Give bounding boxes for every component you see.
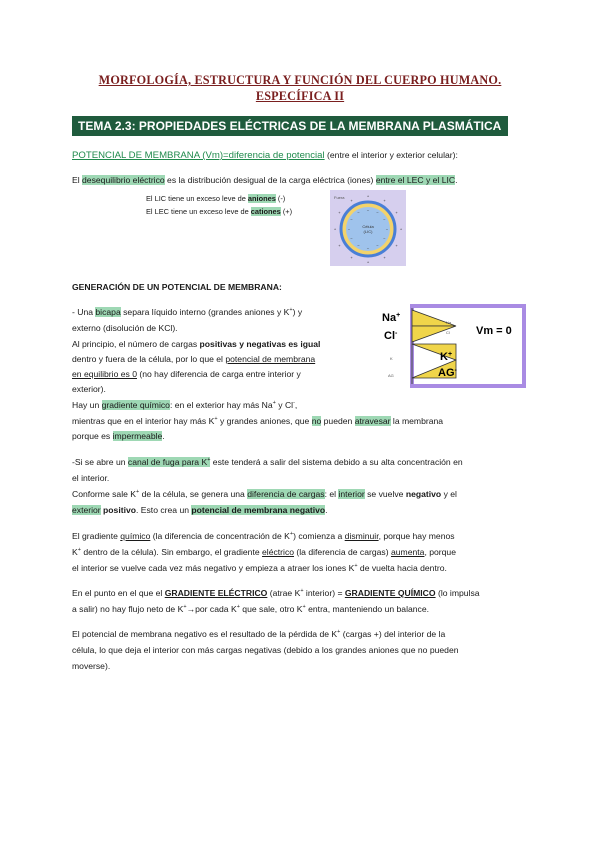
label-ag: AG- (438, 367, 457, 379)
bicapa-line-9 (72, 430, 165, 443)
text-span: ) y (292, 307, 303, 317)
section-title: TEMA 2.3: PROPIEDADES ELÉCTRICAS DE LA MEMBRANA PLASMÁTICA (72, 116, 508, 136)
highlight-lec-lic: entre el LEC y el LIC (375, 175, 456, 185)
negative-charge: − (376, 242, 379, 248)
positive-charge: + (366, 259, 370, 265)
superscript: + (289, 307, 293, 314)
text-span: El potencial de membrana negativo es el resultado de la pérdida de K (72, 629, 338, 639)
negative-charge: − (350, 217, 353, 222)
text-span: El (72, 175, 83, 185)
text-span: pueden (321, 416, 355, 426)
negative-charge: − (350, 236, 353, 241)
underline-span: disminuir (344, 531, 379, 541)
positive-charge: + (395, 243, 398, 248)
underline-span: químico (120, 531, 151, 541)
text-span: : el (324, 489, 339, 499)
text-span: ) comienza a (293, 531, 345, 541)
text-span: -Si se abre un (72, 457, 128, 467)
text-span: (cargas +) del interior de la (340, 629, 446, 639)
canal-line-2: el interior. (72, 473, 110, 483)
text-span: El LEC tiene un exceso leve de (146, 207, 251, 216)
text-span: Conforme sale K (72, 489, 137, 499)
positive-charge: + (350, 255, 353, 261)
superscript: + (272, 400, 276, 407)
underline-span: eléctrico (262, 547, 295, 557)
highlight-desequilibrio: desequilibrio eléctrico (82, 175, 165, 185)
title-line-2: ESPECÍFICA II (255, 89, 345, 103)
text-span: porque es (72, 431, 113, 441)
small-label-k: K (390, 356, 393, 361)
negative-charge: − (376, 210, 379, 216)
highlight-canal (128, 457, 211, 467)
text-span: este tenderá a salir del sistema debido a su alta concentración en (210, 457, 463, 467)
highlight-bicapa: bicapa (95, 307, 121, 317)
text-span: (+) (280, 207, 293, 216)
positive-charge: + (338, 243, 341, 248)
highlight-impermeable: impermeable (112, 431, 163, 441)
highlight-diferencia: diferencia de cargas (247, 489, 325, 499)
text-span: K (72, 547, 78, 557)
superscript: + (136, 489, 140, 496)
potencial-line (72, 149, 458, 162)
highlight-no: no (311, 416, 322, 426)
text-span: el interior se vuelve cada vez más negativo y empieza a atraer los iones K (72, 563, 355, 573)
canal-line-1 (72, 456, 463, 469)
highlight-interior: interior (338, 489, 365, 499)
highlight-cationes: cationes (250, 207, 281, 216)
underline-span: potencial de membrana (225, 354, 316, 364)
canal-line-3 (72, 488, 457, 501)
label-cl: Cl- (384, 330, 398, 342)
lic-exceso-line (146, 192, 285, 205)
text-span: entra, manteniendo un balance. (305, 604, 430, 614)
negative-charge: − (383, 217, 386, 222)
negative-charge: − (357, 210, 360, 216)
title-line-1: MORFOLOGÍA, ESTRUCTURA Y FUNCIÓN DEL CUERPO HUMANO. (98, 73, 502, 87)
bold-span: positivo (103, 505, 136, 515)
text-span: . (162, 431, 165, 441)
positive-charge: + (383, 255, 386, 261)
cell-label-out: Fuera (334, 195, 345, 200)
superscript: + (77, 547, 81, 554)
positive-charge: + (333, 226, 337, 232)
bold-underline-span: GRADIENTE QUÍMICO (344, 588, 436, 598)
text-span: (no hay diferencia de carga entre interior y (136, 369, 301, 379)
positive-charge: + (395, 210, 398, 215)
superscript: + (289, 531, 294, 538)
text-span: En el punto en el que el (72, 588, 165, 598)
label-na: Na+ (382, 312, 401, 324)
text-span: canal de fuga para K (127, 457, 208, 467)
text-span: El gradiente (72, 531, 121, 541)
conclusion-line-2: célula, lo que deja el interior con más cargas negativas (debido a los grandes aniones que no pueden (72, 645, 459, 655)
bicapa-line-4 (72, 353, 315, 366)
text-span: , porque (424, 547, 456, 557)
text-span: que sale, otro K (239, 604, 303, 614)
canal-line-4 (72, 504, 328, 517)
text-span: , (294, 400, 298, 410)
cell-label-in-1: Célula (362, 224, 374, 229)
text-span: es la distribución desigual de la carga eléctrica (iones) (164, 175, 376, 185)
positive-charge: + (399, 226, 403, 232)
potencial-term: POTENCIAL DE MEMBRANA (Vm)=diferencia de potencial (72, 150, 325, 161)
cell-label-in-2: (LIC) (363, 229, 373, 234)
bold-underline-span: GRADIENTE ELÉCTRICO (164, 588, 268, 598)
text-span: (-) (275, 194, 286, 203)
superscript: + (214, 416, 218, 423)
bicapa-line-1 (72, 306, 302, 319)
text-span: Al principio, el número de cargas (72, 339, 200, 349)
conclusion-line-3: moverse). (72, 661, 111, 671)
text-span: la membrana (390, 416, 444, 426)
text-span: se vuelve (364, 489, 406, 499)
highlight-gradiente: gradiente químico (101, 400, 170, 410)
text-span: separa líquido interno (grandes aniones y K (120, 307, 290, 317)
text-span: →por cada K (186, 604, 237, 614)
text-span: . (455, 175, 458, 185)
bicapa-line-5 (72, 368, 301, 381)
cell-diagram (330, 190, 406, 266)
text-span: (lo impulsa (435, 588, 480, 598)
superscript: + (183, 604, 187, 611)
lec-exceso-line (146, 205, 292, 218)
negative-charge: − (366, 207, 370, 213)
potencial-rest: (entre el interior y exterior celular): (324, 150, 458, 160)
gradiente-line-1 (72, 530, 455, 543)
highlight-exterior: exterior (72, 505, 101, 515)
text-span: . Esto crea un (136, 505, 192, 515)
negative-charge: − (347, 226, 351, 232)
superscript: + (300, 588, 304, 595)
highlight-potencial-negativo: potencial de membrana negativo (191, 505, 326, 515)
text-span: y grandes aniones, que (217, 416, 312, 426)
text-span: de vuelta hacia dentro. (357, 563, 447, 573)
superscript: + (302, 604, 306, 611)
text-span: dentro y fuera de la célula, por lo que el (72, 354, 226, 364)
superscript: + (337, 629, 341, 636)
punto-line-2 (72, 603, 429, 616)
gradiente-line-3 (72, 562, 447, 575)
bicapa-line-3 (72, 338, 320, 351)
text-span: (la diferencia de cargas) (294, 547, 391, 557)
superscript: - (293, 400, 295, 407)
underline-span: aumenta (390, 547, 425, 557)
negative-charge: − (383, 236, 386, 241)
small-label-ag: AG (388, 373, 394, 378)
underline-span: en equilibrio es 0 (72, 369, 137, 379)
bicapa-line-7 (72, 399, 297, 412)
bicapa-line-6: exterior). (72, 384, 106, 394)
gradiente-line-2 (72, 546, 456, 559)
superscript: + (236, 604, 240, 611)
bicapa-line-2: externo (disolución de KCl). (72, 323, 178, 333)
text-span: - Una (72, 307, 96, 317)
punto-line-1 (72, 587, 480, 600)
text-span: El LIC tiene un exceso leve de (146, 194, 248, 203)
text-span: Hay un (72, 400, 102, 410)
desequilibrio-line (72, 174, 458, 187)
text-span: (la diferencia de concentración de K (150, 531, 290, 541)
text-span: interior) = (303, 588, 345, 598)
negative-charge: − (366, 245, 370, 251)
text-span: de la célula, se genera una (139, 489, 248, 499)
text-span: , porque hay menos (378, 531, 455, 541)
highlight-atravesar: atravesar (354, 416, 391, 426)
small-label-cl: Cl (446, 330, 450, 335)
text-span: a salir) no hay flujo neto de K (72, 604, 184, 614)
label-vm: Vm = 0 (476, 325, 512, 337)
conclusion-line-1 (72, 628, 445, 641)
bold-span: positivas y negativas es igual (199, 339, 321, 349)
bicapa-line-8 (72, 415, 443, 428)
positive-charge: + (383, 197, 386, 203)
text-span: dentro de la célula). Sin embargo, el gradiente (80, 547, 263, 557)
superscript: + (354, 563, 358, 570)
vm-diagram (378, 304, 530, 390)
superscript: + (207, 457, 211, 464)
positive-charge: + (366, 193, 370, 199)
bold-span: negativo (405, 489, 442, 499)
positive-charge: + (338, 210, 341, 215)
text-span: y Cl (275, 400, 294, 410)
label-k: K+ (440, 351, 453, 363)
positive-charge: + (350, 197, 353, 203)
highlight-aniones: aniones (247, 194, 276, 203)
document-title (40, 72, 560, 104)
generacion-title: GENERACIÓN DE UN POTENCIAL DE MEMBRANA: (72, 282, 282, 292)
text-span: . (325, 505, 328, 515)
text-span: mientras que en el interior hay más K (72, 416, 215, 426)
negative-charge: − (357, 242, 360, 248)
negative-charge: − (385, 226, 389, 232)
text-span: (atrae K (267, 588, 301, 598)
text-span: y el (441, 489, 457, 499)
text-span: : en el exterior hay más Na (169, 400, 273, 410)
small-label-na: Na (446, 320, 452, 325)
